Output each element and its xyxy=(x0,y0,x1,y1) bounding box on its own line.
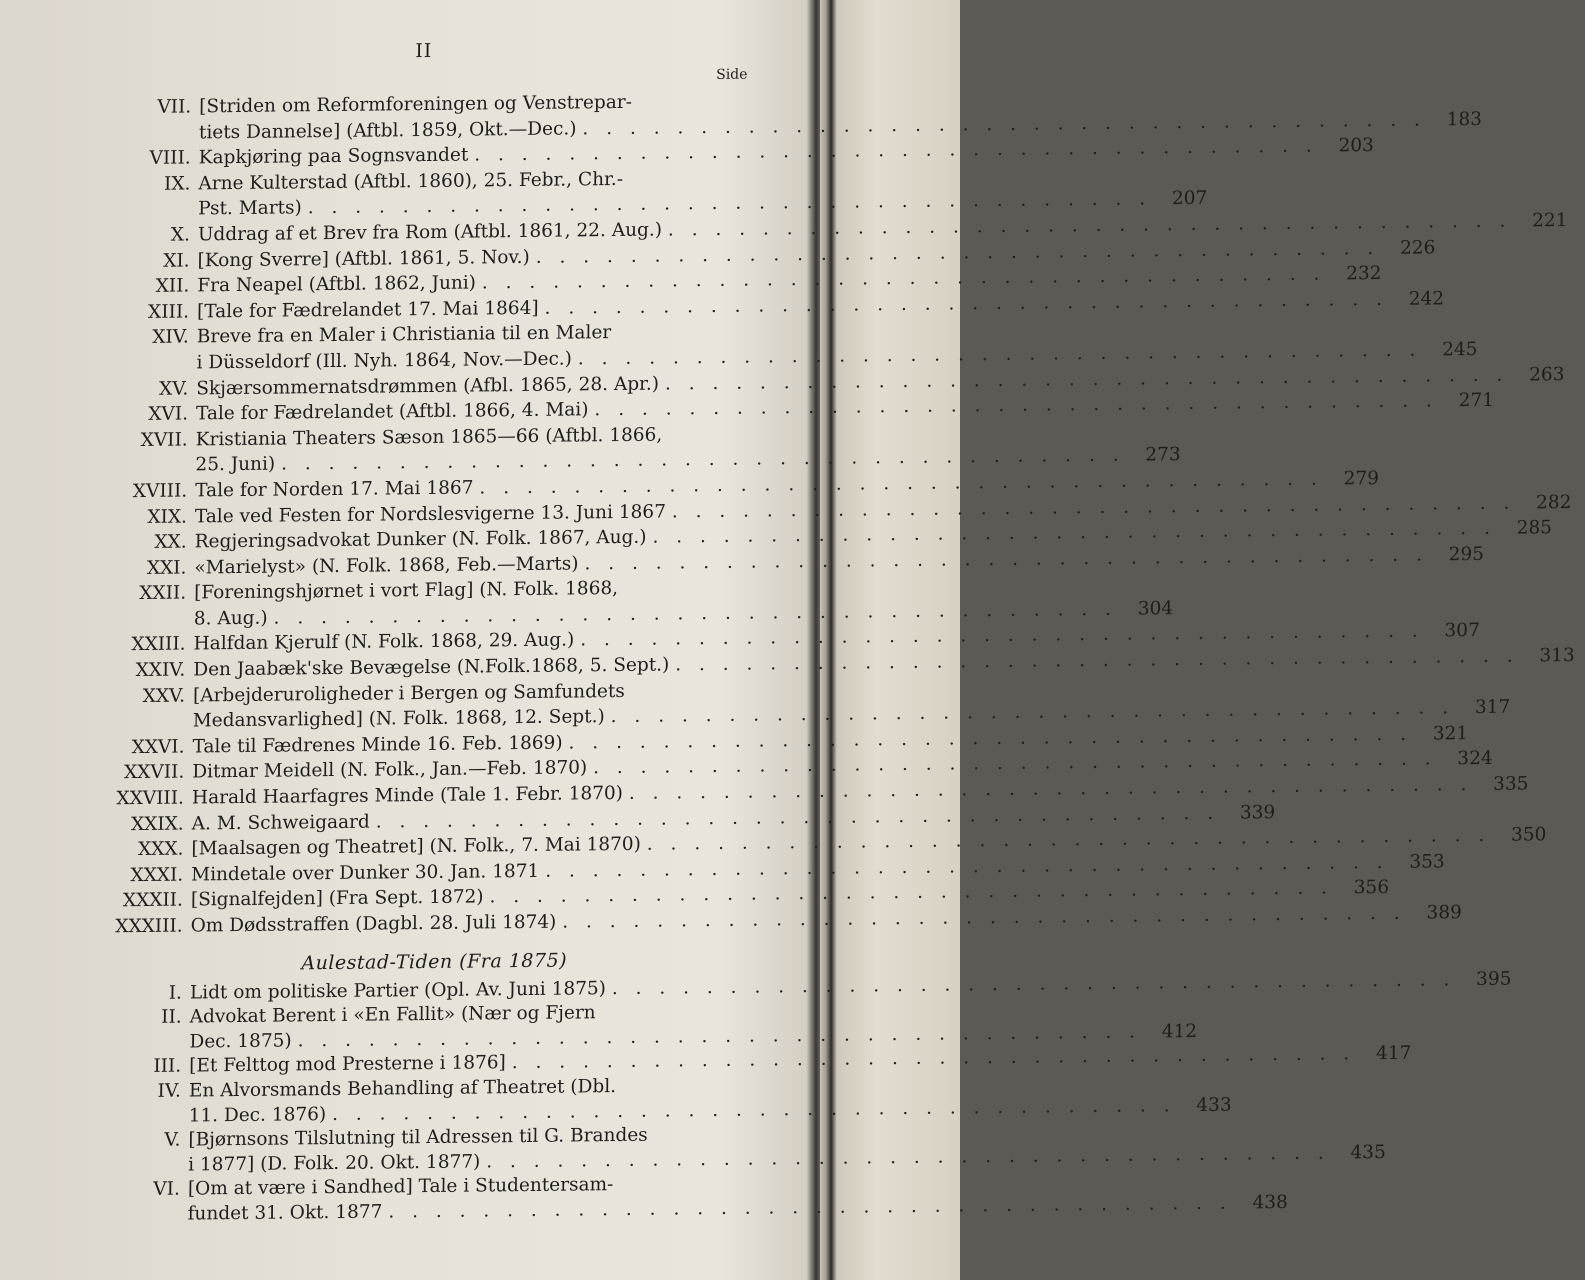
entry-title-text: Breve fra en Maler i Christiania til en Maler xyxy=(196,322,612,348)
entry-title-text: [Maalsagen og Theatret] (N. Folk., 7. Mai 1870) xyxy=(191,833,641,860)
entry-title-text: Regjeringsadvokat Dunker (N. Folk. 1867, Aug.) xyxy=(194,526,647,553)
entry-number: IV. xyxy=(157,1080,182,1102)
entry-number: X. xyxy=(170,224,191,246)
entry-number: VI. xyxy=(153,1178,181,1201)
entry-title-text: [Signalfejden] (Fra Sept. 1872) xyxy=(190,886,484,911)
entry-title-text: Skjærsommernatsdrømmen (Afbl. 1865, 28. Apr.) xyxy=(196,373,660,399)
entry-number: II. xyxy=(161,1006,182,1028)
entry-title-text: En Alvorsmands Behandling af Theatret (Dbl. xyxy=(188,1076,617,1102)
entry-page: 203 xyxy=(1338,135,1374,157)
entry-page: 417 xyxy=(1375,1043,1412,1065)
entry-title-text: [Striden om Reformforeningen og Venstrepar- xyxy=(199,91,632,118)
entry-page: 313 xyxy=(1539,645,1575,667)
entry-title-text: fundet 31. Okt. 1877 xyxy=(187,1201,383,1225)
entry-number: XXIII. xyxy=(131,633,186,656)
entry-title-text: Mindetale over Dunker 30. Jan. 1871 xyxy=(191,860,540,886)
entry-title-text: 11. Dec. 1876) xyxy=(188,1103,327,1127)
entry-number: VIII. xyxy=(149,147,191,170)
entry-title-text: Tale for Norden 17. Mai 1867 xyxy=(195,477,474,502)
entry-page: 307 xyxy=(1444,620,1480,642)
entry-page: 183 xyxy=(1446,108,1483,130)
entry-page: 324 xyxy=(1457,748,1493,770)
entry-title-text: [Om at være i Sandhed] Tale i Studentersam- xyxy=(187,1174,614,1200)
entry-number: XIX. xyxy=(147,506,188,528)
entry-number: XI. xyxy=(163,250,190,272)
entry-title-text: [Bjørnsons Tilslutning til Adressen til G. Brandes xyxy=(188,1124,648,1151)
entry-page: 353 xyxy=(1409,851,1445,873)
entry-title-text: 8. Aug.) xyxy=(193,607,268,630)
entry-page: 317 xyxy=(1474,696,1511,719)
entry-title-text: Advokat Berent i «En Fallit» (Nær og Fjern xyxy=(189,1002,596,1028)
entry-title-text: Tale til Fædrenes Minde 16. Feb. 1869) xyxy=(192,732,563,758)
side-column-label: Side xyxy=(716,66,748,83)
toc-entry xyxy=(109,902,1462,940)
toc-entry xyxy=(106,1123,1386,1179)
entry-page: 389 xyxy=(1426,902,1462,924)
entry-number: VII. xyxy=(157,96,192,118)
entry-number: XIV. xyxy=(152,326,189,349)
entry-title-text: Tale for Fædrelandet (Aftbl. 1866, 4. Mai) xyxy=(195,399,589,425)
entry-title-text: i Düsseldorf (Ill. Nyh. 1864, Nov.—Dec.) xyxy=(196,348,573,374)
entry-page: 271 xyxy=(1458,389,1495,412)
entry-page: 395 xyxy=(1476,968,1512,990)
entry-number: XXVIII. xyxy=(116,787,185,810)
entry-number: XV. xyxy=(158,378,189,400)
toc-entry xyxy=(107,1000,1198,1056)
entry-page: 273 xyxy=(1145,444,1181,466)
entry-number: XXXIII. xyxy=(115,915,183,938)
entry-title-text: A. M. Schweigaard xyxy=(191,811,370,835)
toc-entry xyxy=(107,1074,1232,1130)
entry-title-text: Fra Neapel (Aftbl. 1862, Juni) xyxy=(197,272,477,297)
entry-number: XII. xyxy=(155,275,190,297)
toc-list xyxy=(109,89,1575,940)
entry-number: XVII. xyxy=(140,429,188,451)
toc-entry xyxy=(112,575,1174,633)
entry-page: 438 xyxy=(1252,1191,1288,1214)
entry-title-text: Medansvarlighed] (N. Folk. 1868, 12. Sept.) xyxy=(192,706,605,732)
entry-title-text: [Tale for Fædrelandet 17. Mai 1864] xyxy=(196,297,539,323)
entry-title-text: 25. Juni) xyxy=(195,453,276,476)
entry-page: 226 xyxy=(1399,236,1436,259)
entry-page: 279 xyxy=(1343,467,1380,490)
entry-title-text: [Foreningshjørnet i vort Flag] (N. Folk. 1868, xyxy=(194,578,619,604)
entry-number: XXXII. xyxy=(122,889,184,912)
entry-page: 282 xyxy=(1535,491,1572,513)
entry-title-text: Tale ved Festen for Nordslesvigerne 13. Juni 1867 xyxy=(194,500,667,527)
entry-title-text: [Et Felttog mod Presterne i 1876] xyxy=(189,1052,506,1077)
entry-page: 295 xyxy=(1448,543,1485,565)
entry-page: 304 xyxy=(1137,598,1174,620)
entry-title-text: Dec. 1875) xyxy=(189,1030,292,1053)
entry-page: 221 xyxy=(1532,210,1568,232)
entry-page: 242 xyxy=(1408,288,1445,310)
entry-page: 356 xyxy=(1353,877,1390,899)
entry-page: 350 xyxy=(1510,824,1547,846)
entry-number: XXIX. xyxy=(130,813,184,835)
entry-page: 321 xyxy=(1432,722,1469,745)
entry-page: 232 xyxy=(1346,263,1382,285)
entry-page: 285 xyxy=(1516,517,1553,539)
entry-title-text: Arne Kulterstad (Aftbl. 1860), 25. Febr., Chr.- xyxy=(198,168,624,195)
entry-title-text: [Kong Sverre] (Aftbl. 1861, 5. Nov.) xyxy=(197,246,530,271)
entry-number: XXX. xyxy=(137,838,184,861)
entry-title xyxy=(186,1167,1233,1227)
section-heading: Aulestad-Tiden (Fra 1875) xyxy=(301,949,568,974)
entry-number: V. xyxy=(164,1129,181,1151)
entry-page: 435 xyxy=(1350,1141,1386,1164)
entry-number: XXVI. xyxy=(131,736,185,758)
entry-title-text: Uddrag af et Brev fra Rom (Aftbl. 1861, 22. Aug.) xyxy=(197,219,663,246)
toc-entry xyxy=(114,319,1478,377)
toc-page xyxy=(106,27,1575,1228)
page-number: II xyxy=(415,39,433,63)
entry-title-text: Kristiania Theaters Sæson 1865—66 (Aftbl. 1866, xyxy=(195,424,663,451)
entry-number: XXIV. xyxy=(135,659,186,682)
entry-page: 339 xyxy=(1239,801,1276,824)
entry-title-text: Ditmar Meidell (N. Folk., Jan.—Feb. 1870) xyxy=(192,757,588,783)
entry-page: 335 xyxy=(1493,773,1529,795)
toc-entry xyxy=(113,422,1181,480)
entry-number: XVI. xyxy=(148,403,189,426)
entry-title-text: Lidt om politiske Partier (Opl. Av. Juni 1875) xyxy=(189,977,607,1004)
entry-title-text: Harald Haarfagres Minde (Tale 1. Febr. 1870) xyxy=(191,782,624,809)
entry-title-text: i 1877] (D. Folk. 20. Okt. 1877) xyxy=(188,1151,481,1176)
entry-number: I. xyxy=(168,982,183,1004)
entry-page: 245 xyxy=(1442,338,1478,361)
entry-number: XVIII. xyxy=(132,480,188,502)
entry-page: 412 xyxy=(1161,1020,1198,1043)
toc-entry xyxy=(116,166,1208,224)
entry-number: XX. xyxy=(154,531,187,553)
entry-number: XIII. xyxy=(147,301,190,323)
toc-entry xyxy=(106,1172,1288,1228)
entry-number: XXII. xyxy=(139,582,187,605)
entry-page: 207 xyxy=(1171,188,1208,210)
entry-page: 433 xyxy=(1196,1094,1232,1116)
entry-title-text: tiets Dannelse] (Aftbl. 1859, Okt.—Dec.) xyxy=(198,118,577,143)
entry-number: XXV. xyxy=(142,685,186,707)
entry-title-text: «Marielyst» (N. Folk. 1868, Feb.—Marts) xyxy=(194,553,579,579)
entry-title-text: Kapkjøring paa Sognsvandet xyxy=(198,144,469,169)
entry-page: 263 xyxy=(1529,363,1565,385)
entry-number: III. xyxy=(153,1055,182,1078)
entry-number: IX. xyxy=(163,173,191,195)
entry-title-text: Den Jaabæk'ske Bevægelse (N.Folk.1868, 5. Sept.) xyxy=(193,654,670,681)
entry-number: XXXI. xyxy=(130,864,184,886)
entry-title-text: Pst. Marts) xyxy=(198,197,302,220)
entry-title-text: Halfdan Kjerulf (N. Folk. 1868, 29. Aug.) xyxy=(193,629,575,655)
entry-number: XXVII. xyxy=(123,761,185,784)
entry-number: XXI. xyxy=(146,557,187,579)
toc-section-list xyxy=(106,968,1512,1228)
entry-title-text: [Arbejderuroligheder i Bergen og Samfundets xyxy=(192,680,625,707)
entry-title-text: Om Dødsstraffen (Dagbl. 28. Juli 1874) xyxy=(190,911,557,937)
